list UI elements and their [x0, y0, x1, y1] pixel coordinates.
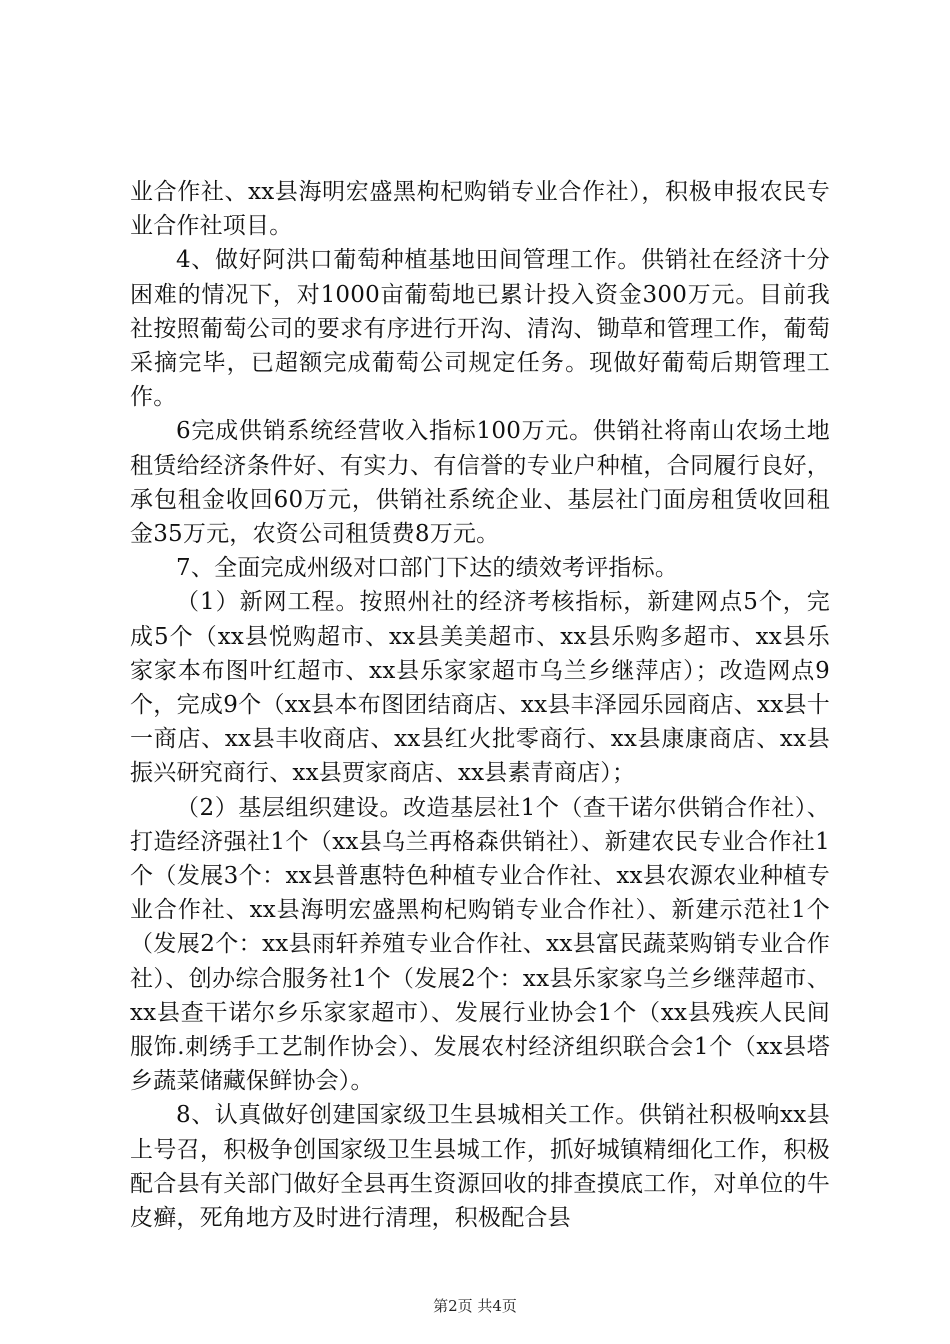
- paragraph-item-4: 4、做好阿洪口葡萄种植基地田间管理工作。供销社在经济十分困难的情况下，对1000亩葡萄地已累计投入资金300万元。目前我社按照葡萄公司的要求有序进行开沟、清沟、锄草和管理工作，葡萄采摘完毕，已超额完成葡萄公司规定任务。现做好葡萄后期管理工作。: [130, 247, 830, 411]
- paragraph-item-8: 8、认真做好创建国家级卫生县城相关工作。供销社积极响xx县上号召，积极争创国家级卫生县城工作，抓好城镇精细化工作，积极配合县有关部门做好全县再生资源回收的排查摸底工作，对单位的牛皮癣，死角地方及时进行清理，积极配合县: [130, 1102, 830, 1232]
- paragraph-sub-2: （2）基层组织建设。改造基层社1个（查干诺尔供销合作社）、打造经济强社1个（xx县乌兰再格森供销社）、新建农民专业合作社1个（发展3个：xx县普惠特色种植专业合作社、xx县农源农业种植专业合作社、xx县海明宏盛黑枸杞购销专业合作社）、新建示范社1个（发展2个：xx县雨轩养殖专业合作社、xx县富民蔬菜购销专业合作社）、创办综合服务社1个（发展2个：xx县乐家家乌兰乡继萍超市、xx县查干诺尔乡乐家家超市）、发展行业协会1个（xx县残疾人民间服饰.刺绣手工艺制作协会）、发展农村经济组织联合会1个（xx县塔乡蔬菜储藏保鲜协会）。: [130, 794, 830, 1095]
- paragraph-sub-1: （1）新网工程。按照州社的经济考核指标，新建网点5个，完成5个（xx县悦购超市、xx县美美超市、xx县乐购多超市、xx县乐家家本布图叶红超市、xx县乐家家超市乌兰乡继萍店）；改造网点9个，完成9个（xx县本布图团结商店、xx县丰泽园乐园商店、xx县十一商店、xx县丰收商店、xx县红火批零商行、xx县康康商店、xx县振兴研究商行、xx县贾家商店、xx县素青商店）；: [130, 589, 830, 787]
- paragraph-item-6: 6完成供销系统经营收入指标100万元。供销社将南山农场土地租赁给经济条件好、有实力、有信誉的专业户种植，合同履行良好，承包租金收回60万元，供销社系统企业、基层社门面房租赁收回租金35万元，农资公司租赁费8万元。: [130, 418, 830, 548]
- document-body: [130, 175, 830, 1235]
- paragraph-continuation: 业合作社、xx县海明宏盛黑枸杞购销专业合作社），积极申报农民专业合作社项目。: [130, 179, 830, 240]
- paragraph-item-7: 7、全面完成州级对口部门下达的绩效考评指标。: [176, 555, 679, 582]
- page-footer: 第2页 共4页: [433, 1297, 517, 1315]
